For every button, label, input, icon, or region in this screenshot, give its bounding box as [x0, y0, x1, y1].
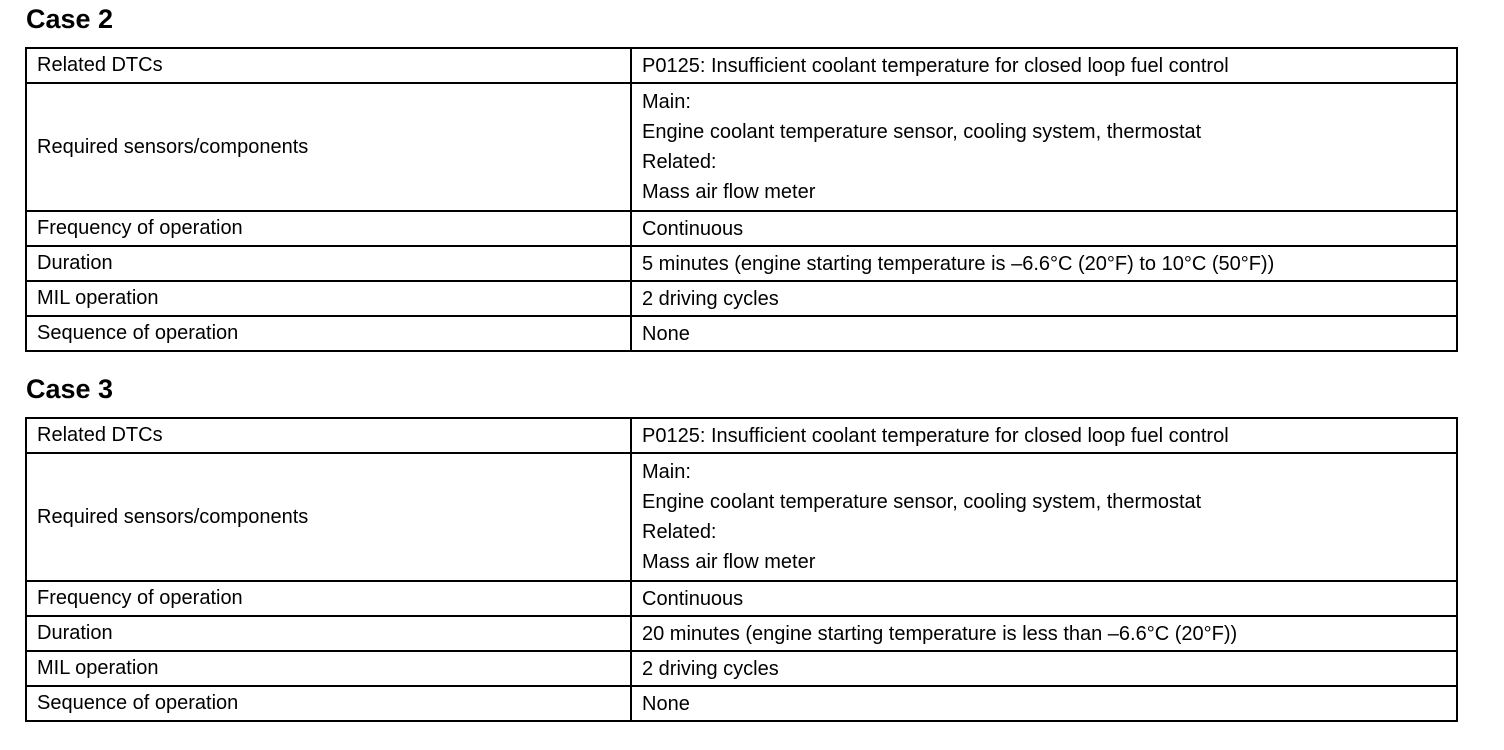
value-line: Main: — [642, 91, 691, 113]
row-value-related-dtcs — [631, 418, 1457, 453]
row-label-mil-operation: MIL operation — [26, 651, 631, 686]
row-value-frequency — [631, 211, 1457, 246]
value-line: Main: — [642, 461, 691, 483]
row-label-mil-operation: MIL operation — [26, 281, 631, 316]
value-line: Mass air flow meter — [642, 551, 816, 573]
value-line: 2 driving cycles — [642, 657, 779, 680]
row-value-duration — [631, 616, 1457, 651]
table-row — [26, 211, 1457, 246]
row-label-duration: Duration — [26, 616, 631, 651]
row-label-sequence: Sequence of operation — [26, 686, 631, 721]
value-line: None — [642, 692, 690, 715]
table-row — [26, 616, 1457, 651]
case-3-title: Case 3 — [26, 374, 114, 404]
table-row — [26, 246, 1457, 281]
table-row — [26, 316, 1457, 351]
table-row — [26, 686, 1457, 721]
value-line: Related: — [642, 521, 717, 543]
case-2-table — [25, 47, 1458, 352]
value-line: None — [642, 322, 690, 345]
row-label-related-dtcs: Related DTCs — [26, 48, 631, 83]
value-line: 2 driving cycles — [642, 287, 779, 310]
table-row — [26, 453, 1457, 581]
row-label-required-sensors: Required sensors/components — [26, 83, 631, 211]
table-row — [26, 281, 1457, 316]
row-label-frequency: Frequency of operation — [26, 581, 631, 616]
table-row — [26, 48, 1457, 83]
value-line: P0125: Insufficient coolant temperature for closed loop fuel control — [642, 424, 1229, 447]
value-line: Engine coolant temperature sensor, cooling system, thermostat — [642, 491, 1202, 513]
row-label-sequence: Sequence of operation — [26, 316, 631, 351]
row-value-mil-operation — [631, 281, 1457, 316]
row-value-sequence — [631, 686, 1457, 721]
value-line: Engine coolant temperature sensor, cooling system, thermostat — [642, 121, 1202, 143]
case-3-table — [25, 417, 1458, 722]
row-label-duration: Duration — [26, 246, 631, 281]
row-label-required-sensors: Required sensors/components — [26, 453, 631, 581]
table-row — [26, 581, 1457, 616]
value-line: Continuous — [642, 587, 744, 610]
value-line: P0125: Insufficient coolant temperature for closed loop fuel control — [642, 54, 1229, 77]
row-value-required-sensors — [631, 83, 1457, 211]
value-line: Mass air flow meter — [642, 181, 816, 203]
value-line: Continuous — [642, 217, 744, 240]
row-label-related-dtcs: Related DTCs — [26, 418, 631, 453]
row-value-mil-operation — [631, 651, 1457, 686]
row-value-duration — [631, 246, 1457, 281]
value-line: Related: — [642, 151, 717, 173]
value-line: 5 minutes (engine starting temperature is –6.6°C (20°F) to 10°C (50°F)) — [642, 252, 1275, 275]
row-value-required-sensors — [631, 453, 1457, 581]
case-2-title: Case 2 — [26, 4, 114, 34]
table-row — [26, 651, 1457, 686]
table-row — [26, 83, 1457, 211]
value-line: 20 minutes (engine starting temperature is less than –6.6°C (20°F)) — [642, 622, 1238, 645]
row-label-frequency: Frequency of operation — [26, 211, 631, 246]
row-value-sequence — [631, 316, 1457, 351]
row-value-frequency — [631, 581, 1457, 616]
row-value-related-dtcs — [631, 48, 1457, 83]
table-row — [26, 418, 1457, 453]
